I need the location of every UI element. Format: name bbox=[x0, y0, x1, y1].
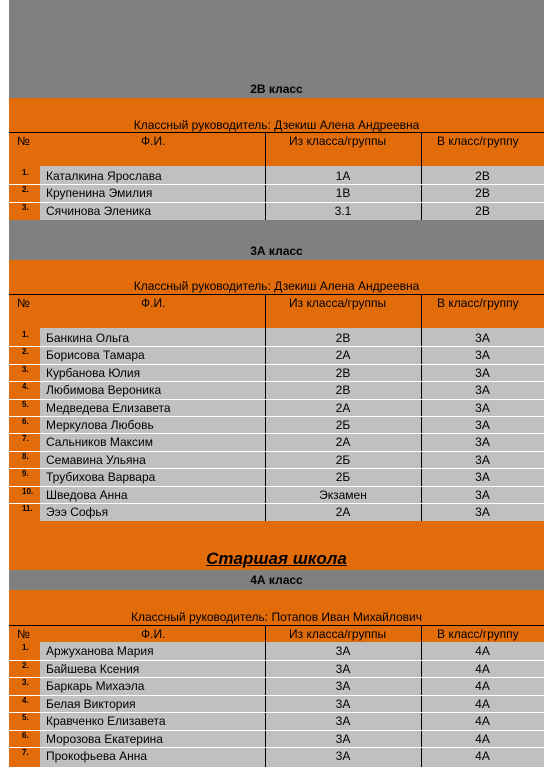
row-separator bbox=[9, 730, 544, 731]
teacher-4a: Классный руководитель: Потапов Иван Михайлович bbox=[131, 610, 422, 624]
col-from: Из класса/группы bbox=[289, 134, 387, 148]
col-from: Из класса/группы bbox=[289, 627, 387, 641]
col-num: № bbox=[17, 296, 30, 310]
table-row bbox=[9, 185, 544, 202]
to-class: 3А bbox=[475, 435, 490, 449]
table-row bbox=[9, 417, 544, 434]
to-class: 3А bbox=[475, 453, 490, 467]
table-row bbox=[9, 643, 544, 660]
table-row bbox=[9, 469, 544, 486]
table-row bbox=[9, 203, 544, 220]
table-row bbox=[9, 504, 544, 521]
row-separator bbox=[9, 747, 544, 748]
table-header-4a bbox=[9, 627, 544, 642]
from-class: 3А bbox=[335, 749, 351, 763]
table-row bbox=[9, 400, 544, 417]
row-separator bbox=[9, 202, 544, 203]
row-separator bbox=[9, 346, 544, 347]
divider bbox=[9, 625, 544, 626]
row-number: 4. bbox=[22, 696, 29, 705]
to-class: 4А bbox=[475, 679, 490, 693]
to-class: 3А bbox=[475, 348, 490, 362]
row-separator bbox=[9, 660, 544, 661]
row-separator bbox=[9, 503, 544, 504]
table-row bbox=[9, 330, 544, 347]
student-name: Аржуханова Мария bbox=[46, 644, 154, 658]
student-name: Эээ Софья bbox=[46, 505, 109, 519]
from-class: Экзамен bbox=[319, 488, 367, 502]
row-separator bbox=[9, 184, 544, 185]
to-class: 3А bbox=[475, 470, 490, 484]
col-num: № bbox=[17, 134, 30, 148]
table-row bbox=[9, 661, 544, 678]
row-separator bbox=[9, 695, 544, 696]
from-class: 2Б bbox=[335, 470, 351, 484]
row-separator bbox=[9, 399, 544, 400]
table-header-3a bbox=[9, 296, 544, 326]
col-name: Ф.И. bbox=[141, 627, 166, 641]
row-number: 1. bbox=[22, 643, 29, 652]
from-class: 2В bbox=[335, 331, 351, 345]
row-separator bbox=[9, 451, 544, 452]
row-number: 11. bbox=[22, 504, 33, 513]
row-separator bbox=[9, 712, 544, 713]
row-separator bbox=[9, 364, 544, 365]
row-number: 2. bbox=[22, 185, 29, 194]
divider bbox=[9, 132, 544, 133]
student-name: Семавина Ульяна bbox=[46, 453, 146, 467]
col-num: № bbox=[17, 627, 30, 641]
to-class: 2В bbox=[475, 186, 490, 200]
to-class: 3А bbox=[475, 418, 490, 432]
row-number: 3. bbox=[22, 678, 29, 687]
table-row bbox=[9, 382, 544, 399]
row-number: 6. bbox=[22, 417, 29, 426]
row-number: 8. bbox=[22, 452, 29, 461]
student-name: Курбанова Юлия bbox=[46, 366, 141, 380]
from-class: 2А bbox=[335, 401, 351, 415]
from-class: 3А bbox=[335, 732, 351, 746]
student-name: Сячинова Эленика bbox=[46, 204, 152, 218]
to-class: 4А bbox=[475, 697, 490, 711]
student-name: Каталкина Ярослава bbox=[46, 169, 162, 183]
to-class: 3А bbox=[475, 383, 490, 397]
divider bbox=[9, 294, 544, 295]
student-name: Прокофьева Анна bbox=[46, 749, 148, 763]
student-name: Морозова Екатерина bbox=[46, 732, 163, 746]
to-class: 3А bbox=[475, 401, 490, 415]
student-name: Медведева Елизавета bbox=[46, 401, 171, 415]
from-class: 1В bbox=[335, 186, 351, 200]
col-to: В класс/группу bbox=[437, 296, 519, 310]
to-class: 4А bbox=[475, 714, 490, 728]
table-row bbox=[9, 452, 544, 469]
to-class: 3А bbox=[475, 366, 490, 380]
from-class: 3А bbox=[335, 697, 351, 711]
row-separator bbox=[9, 433, 544, 434]
row-number: 3. bbox=[22, 365, 29, 374]
table-row bbox=[9, 168, 544, 185]
col-to: В класс/группу bbox=[437, 134, 519, 148]
to-class: 2В bbox=[475, 169, 490, 183]
row-number: 5. bbox=[22, 713, 29, 722]
row-number: 3. bbox=[22, 203, 29, 212]
section-title-3a: 3А класс bbox=[250, 244, 303, 258]
from-class: 2А bbox=[335, 435, 351, 449]
row-separator bbox=[9, 416, 544, 417]
student-name: Борисова Тамара bbox=[46, 348, 145, 362]
from-class: 3А bbox=[335, 679, 351, 693]
senior-school-title: Старшая школа bbox=[206, 549, 347, 568]
to-class: 2В bbox=[475, 204, 490, 218]
table-row bbox=[9, 748, 544, 765]
table-row bbox=[9, 678, 544, 695]
student-name: Баркарь Михаэла bbox=[46, 679, 145, 693]
row-number: 1. bbox=[22, 330, 29, 339]
to-class: 4А bbox=[475, 644, 490, 658]
student-name: Любимова Вероника bbox=[46, 383, 162, 397]
table-row bbox=[9, 365, 544, 382]
from-class: 3.1 bbox=[334, 204, 352, 218]
student-name: Меркулова Любовь bbox=[46, 418, 154, 432]
col-from: Из класса/группы bbox=[289, 296, 387, 310]
table-row bbox=[9, 347, 544, 364]
table-row bbox=[9, 731, 544, 748]
student-name: Крупенина Эмилия bbox=[46, 186, 153, 200]
teacher-2v: Классный руководитель: Дзекиш Алена Андреевна bbox=[133, 118, 420, 132]
section-title-2v: 2В класс bbox=[250, 82, 303, 96]
to-class: 4А bbox=[475, 662, 490, 676]
student-name: Трубихова Варвара bbox=[46, 470, 156, 484]
row-number: 2. bbox=[22, 661, 29, 670]
from-class: 2Б bbox=[335, 453, 351, 467]
row-number: 6. bbox=[22, 731, 29, 740]
from-class: 3А bbox=[335, 662, 351, 676]
row-number: 7. bbox=[22, 434, 29, 443]
table-header-2v bbox=[9, 134, 544, 164]
row-number: 5. bbox=[22, 400, 29, 409]
col-to: В класс/группу bbox=[437, 627, 519, 641]
from-class: 2Б bbox=[335, 418, 351, 432]
row-number: 4. bbox=[22, 382, 29, 391]
student-name: Банкина Ольга bbox=[46, 331, 130, 345]
to-class: 3А bbox=[475, 331, 490, 345]
from-class: 3А bbox=[335, 644, 351, 658]
table-row bbox=[9, 434, 544, 451]
from-class: 2В bbox=[335, 383, 351, 397]
from-class: 2А bbox=[335, 348, 351, 362]
student-name: Белая Виктория bbox=[46, 697, 136, 711]
from-class: 2В bbox=[335, 366, 351, 380]
row-separator bbox=[9, 468, 544, 469]
to-class: 4А bbox=[475, 749, 490, 763]
from-class: 3А bbox=[335, 714, 351, 728]
row-number: 7. bbox=[22, 748, 29, 757]
teacher-3a: Классный руководитель: Дзекиш Алена Андреевна bbox=[133, 279, 420, 293]
row-number: 10. bbox=[22, 487, 34, 496]
table-row bbox=[9, 713, 544, 730]
table-row bbox=[9, 487, 544, 504]
row-number: 1. bbox=[22, 168, 29, 177]
to-class: 3А bbox=[475, 488, 490, 502]
col-name: Ф.И. bbox=[141, 134, 166, 148]
from-class: 1А bbox=[335, 169, 351, 183]
row-separator bbox=[9, 486, 544, 487]
row-separator bbox=[9, 381, 544, 382]
student-name: Сальников Максим bbox=[46, 435, 153, 449]
from-class: 2А bbox=[335, 505, 351, 519]
row-separator bbox=[9, 677, 544, 678]
to-class: 4А bbox=[475, 732, 490, 746]
row-number: 2. bbox=[22, 347, 29, 356]
student-name: Шведова Анна bbox=[46, 488, 128, 502]
to-class: 3А bbox=[475, 505, 490, 519]
student-name: Кравченко Елизавета bbox=[46, 714, 166, 728]
col-name: Ф.И. bbox=[141, 296, 166, 310]
row-number: 9. bbox=[22, 469, 29, 478]
section-title-4a: 4А класс bbox=[250, 573, 303, 587]
student-name: Байшева Ксения bbox=[46, 662, 140, 676]
table-row bbox=[9, 696, 544, 713]
